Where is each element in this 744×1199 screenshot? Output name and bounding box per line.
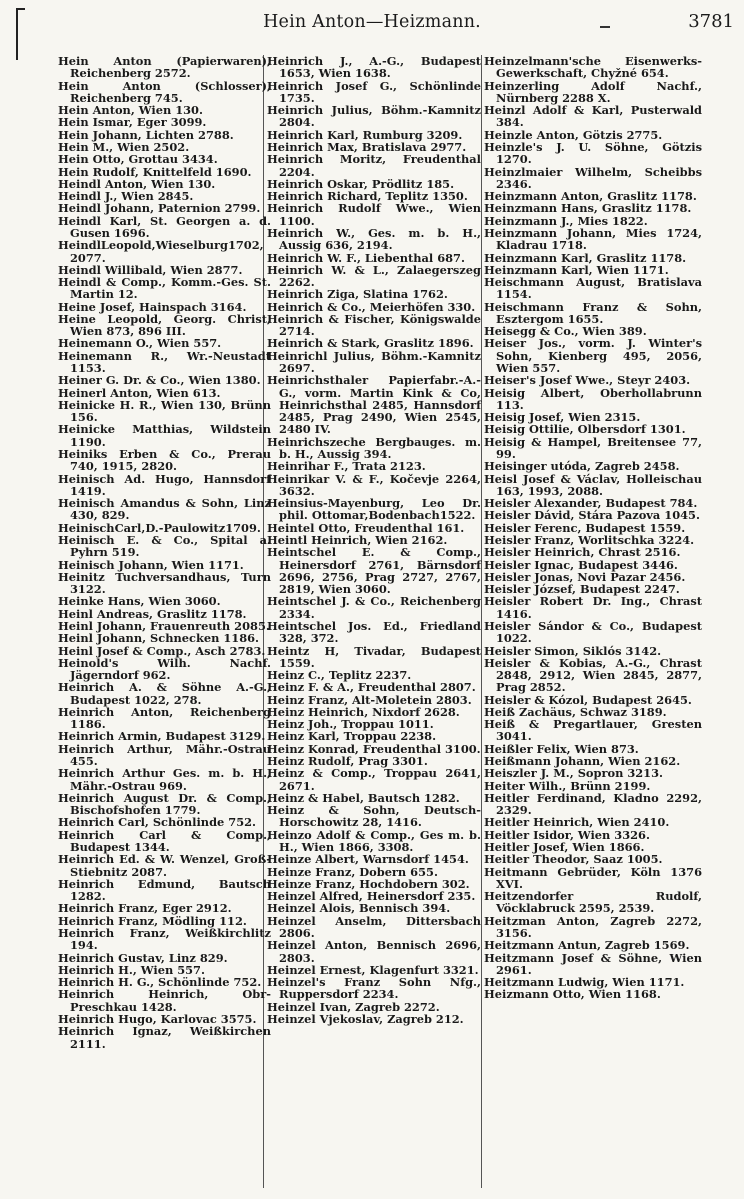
directory-entry: Heinzel Alois, Bennisch 394. bbox=[267, 901, 451, 916]
directory-entry: Heinz Konrad, Freudenthal 3100. bbox=[267, 741, 481, 756]
directory-entry: Heinitz Tuchversandhaus, Turn 3122. bbox=[58, 569, 271, 597]
directory-entry: Heinzmann Hans, Graslitz 1178. bbox=[484, 201, 692, 216]
directory-entry: Heinrich W. F., Liebenthal 687. bbox=[267, 250, 465, 265]
directory-entry: Heinz Franz, Alt-Moletein 2803. bbox=[267, 692, 472, 707]
directory-entry: Heinrich Moritz, Freudenthal 2204. bbox=[267, 152, 481, 179]
column-1 bbox=[58, 55, 271, 1190]
page-header bbox=[0, 8, 744, 40]
directory-entry: Heitzmann Antun, Zagreb 1569. bbox=[484, 938, 690, 953]
directory-entry: Heinicke Matthias, Wildstein 1190. bbox=[58, 422, 271, 449]
directory-entry: Heinzmann Karl, Graslitz 1178. bbox=[484, 250, 687, 265]
directory-entry: Heindl & Comp., Komm.-Ges. St. Martin 12. bbox=[58, 275, 271, 302]
directory-entry: Heinzlmaier Wilhelm, Scheibbs 2346. bbox=[484, 164, 702, 191]
directory-entry: Heisler Dávid, Stára Pazova 1045. bbox=[484, 508, 700, 523]
directory-entry: Heinrich Heinrich, Obr-Preschkau 1428. bbox=[58, 987, 271, 1014]
directory-entry: Heinzmann Karl, Wien 1171. bbox=[484, 262, 669, 277]
directory-entry: Heindl Willibald, Wien 2877. bbox=[58, 262, 243, 277]
directory-entry: Hein Ismar, Eger 3099. bbox=[58, 115, 207, 130]
directory-entry: Heinisch Johann, Wien 1171. bbox=[58, 557, 244, 572]
directory-entry: Heinrich Hugo, Karlovac 3575. bbox=[58, 1011, 257, 1026]
directory-entry: Heisler & Kobias, A.-G., Chrast 2848, 2912, Wien 2845, 2877, Prag 2852. bbox=[484, 655, 702, 695]
directory-entry: Heintel Otto, Freudenthal 161. bbox=[267, 520, 465, 535]
directory-entry: Heinrich W., Ges. m. b. H., Aussig 636, 2194. bbox=[267, 225, 481, 253]
directory-entry: Heitler Isidor, Wien 3326. bbox=[484, 827, 650, 842]
directory-entry: Heinzel's Franz Sohn Nfg., Ruppersdorf 2234. bbox=[267, 975, 481, 1002]
directory-entry: Heinzle Anton, Götzis 2775. bbox=[484, 127, 663, 142]
directory-entry: Heine Leopold, Georg. Christ, Wien 873, 896 III. bbox=[58, 311, 271, 339]
directory-entry: Heinl Johann, Schnecken 1186. bbox=[58, 631, 260, 646]
directory-entry: Heinz Joh., Troppau 1011. bbox=[267, 717, 434, 732]
directory-entry: Heinzel Ernest, Klagenfurt 3321. bbox=[267, 962, 479, 977]
directory-entry: Heiter Wilh., Brünn 2199. bbox=[484, 778, 651, 793]
directory-entry: Heinrich H., Wien 557. bbox=[58, 962, 205, 977]
directory-entry: Heinrichl Julius, Böhm.-Kamnitz 2697. bbox=[267, 348, 481, 376]
directory-entry: Hein Anton (Papierwaren), Reichenberg 2572. bbox=[58, 54, 271, 81]
directory-entry: Heinrihar F., Trata 2123. bbox=[267, 459, 426, 474]
directory-entry: Heinrich Ed. & W. Wenzel, Groß-Stiebnitz 2087. bbox=[58, 852, 271, 879]
directory-entry: Heizmann Otto, Wien 1168. bbox=[484, 987, 661, 1002]
directory-entry: Heinz Rudolf, Prag 3301. bbox=[267, 754, 428, 769]
directory-entry: Heinrich Carl & Comp., Budapest 1344. bbox=[58, 827, 271, 854]
directory-entry: Heinrich Edmund, Bautsch 1282. bbox=[58, 876, 271, 904]
directory-entry: Heinerl Anton, Wien 613. bbox=[58, 385, 221, 400]
page-number: 3781 bbox=[688, 11, 734, 32]
directory-entry: Heinzel Alfred, Heinersdorf 235. bbox=[267, 889, 476, 904]
directory-entry: Heinrich Richard, Teplitz 1350. bbox=[267, 189, 468, 204]
directory-entry: Heinsius-Mayenburg, Leo Dr. phil. Ottomar,Bodenbach1522. bbox=[267, 496, 481, 523]
directory-entry: Heinrich Gustav, Linz 829. bbox=[58, 950, 228, 965]
directory-entry: Heinrich Anton, Reichenberg 1186. bbox=[58, 704, 271, 732]
directory-entry: Heißmann Johann, Wien 2162. bbox=[484, 754, 681, 769]
directory-entry: Heintschel J. & Co., Reichenberg 2334. bbox=[267, 594, 481, 621]
directory-entry: Hein Anton, Wien 130. bbox=[58, 103, 203, 118]
directory-entry: Heinzl Adolf & Karl, Pusterwald 384. bbox=[484, 103, 702, 130]
directory-entry: Heinrich Ziga, Slatina 1762. bbox=[267, 287, 448, 302]
directory-entry: Heiser Jos., vorm. J. Winter's Sohn, Kienberg 495, 2056, Wien 557. bbox=[484, 336, 702, 376]
directory-entry: Heinrich W. & L., Zalaegerszeg 2262. bbox=[267, 262, 481, 290]
directory-entry: Heinrich Armin, Budapest 3129. bbox=[58, 729, 266, 744]
directory-entry: Heinrichsthaler Papierfabr.-A.-G., vorm. Martin Kink & Co, Heinrichsthal 2485, Hannsdorf 2485, Prag 2490, Wien 2545, 2480 IV. bbox=[267, 373, 481, 437]
directory-entry: Heinrich Ignaz, Weißkirchen 2111. bbox=[58, 1024, 271, 1051]
directory-entry: Heinrich Josef G., Schönlinde 1735. bbox=[267, 78, 481, 105]
directory-entry: Heitler Heinrich, Wien 2410. bbox=[484, 815, 670, 830]
page-title: Hein Anton—Heizmann. bbox=[263, 12, 481, 32]
directory-entry: Heinzo Adolf & Comp., Ges m. b. H., Wien 1866, 3308. bbox=[267, 827, 481, 854]
directory-entry: Heisler Jonas, Novi Pazar 2456. bbox=[484, 569, 686, 584]
directory-entry: Heinrich Karl, Rumburg 3209. bbox=[267, 127, 463, 142]
directory-entry: Heitzendorfer Rudolf, Vöcklabruck 2595, 2539. bbox=[484, 889, 702, 916]
header-dash bbox=[600, 26, 610, 28]
directory-entry: Heinl Johann, Frauenreuth 2085. bbox=[58, 618, 270, 633]
directory-entry: Heinz & Habel, Bautsch 1282. bbox=[267, 790, 460, 805]
directory-entry: Heinzerling Adolf Nachf., Nürnberg 2288 X. bbox=[484, 78, 702, 105]
directory-entry: Heinze Albert, Warnsdorf 1454. bbox=[267, 852, 469, 867]
directory-entry: Heitzmann Josef & Söhne, Wien 2961. bbox=[484, 950, 702, 977]
directory-entry: Heinold's Wilh. Nachf. Jägerndorf 962. bbox=[58, 655, 271, 683]
directory-entry: Heinz Karl, Troppau 2238. bbox=[267, 729, 437, 744]
directory-entry: Heitler Theodor, Saaz 1005. bbox=[484, 852, 663, 867]
directory-entry: Heitmann Gebrüder, Köln 1376 XVI. bbox=[484, 864, 702, 891]
directory-entry: Heinl Andreas, Graslitz 1178. bbox=[58, 606, 247, 621]
directory-entry: Heisig Josef, Wien 2315. bbox=[484, 410, 641, 425]
directory-entry: Heinrich H. G., Schönlinde 752. bbox=[58, 975, 262, 990]
directory-entry: Heinzel Anton, Bennisch 2696, 2803. bbox=[267, 938, 481, 965]
directory-entry: Heinzmann Anton, Graslitz 1178. bbox=[484, 189, 697, 204]
directory-entry: Heinrich August Dr. & Comp., Bischofshofen 1779. bbox=[58, 790, 271, 818]
directory-entry: Heisler Alexander, Budapest 784. bbox=[484, 496, 698, 511]
directory-entry: Hein Rudolf, Knittelfeld 1690. bbox=[58, 164, 252, 179]
directory-entry: Heisl Josef & Václav, Holleischau 163, 1993, 2088. bbox=[484, 471, 702, 498]
directory-entry: Heinzel Vjekoslav, Zagreb 212. bbox=[267, 1011, 464, 1026]
directory-entry: Heinisch E. & Co., Spital a. Pyhrn 519. bbox=[58, 532, 271, 560]
directory-entry: Heinrich Arthur Ges. m. b. H., Mähr.-Ostrau 969. bbox=[58, 766, 271, 793]
directory-entry: HeindlLeopold,Wieselburg1702, 2077. bbox=[58, 238, 264, 265]
directory-entry: Heinke Hans, Wien 3060. bbox=[58, 594, 221, 609]
directory-entry: Heiszler J. M., Sopron 3213. bbox=[484, 766, 664, 781]
directory-entry: Heisler Sándor & Co., Budapest 1022. bbox=[484, 618, 702, 646]
directory-entry: Heisler Ferenc, Budapest 1559. bbox=[484, 520, 686, 535]
directory-entry: Hein Johann, Lichten 2788. bbox=[58, 127, 234, 142]
directory-entry: Heinemann O., Wien 557. bbox=[58, 336, 222, 351]
directory-entry: HeinischCarl,D.-Paulowitz1709. bbox=[58, 520, 261, 535]
directory-entry: Heinrich A. & Söhne A.-G., Budapest 1022, 278. bbox=[58, 680, 271, 707]
directory-entry: Heisler & Kózol, Budapest 2645. bbox=[484, 692, 692, 707]
directory-entry: Heisegg & Co., Wien 389. bbox=[484, 324, 647, 339]
directory-entry: Heinrich & Fischer, Königswalde 2714. bbox=[267, 311, 481, 339]
directory-entry: Heine Josef, Hainspach 3164. bbox=[58, 299, 247, 314]
directory-entry: Heischmann August, Bratislava 1154. bbox=[484, 275, 702, 302]
directory-entry: Heisig Albert, Oberhollabrunn 113. bbox=[484, 385, 702, 412]
directory-entry: Heinzmann J., Mies 1822. bbox=[484, 213, 648, 228]
column-2 bbox=[267, 55, 481, 1190]
directory-entry: Heinze Franz, Dobern 655. bbox=[267, 864, 438, 879]
directory-entry: Heisler Ignac, Budapest 3446. bbox=[484, 557, 678, 572]
directory-entry: Heitzmann Ludwig, Wien 1171. bbox=[484, 975, 685, 990]
directory-columns bbox=[58, 55, 738, 1190]
directory-entry: Heinrich Franz, Mödling 112. bbox=[58, 913, 247, 928]
directory-entry: Heinrich Oskar, Prödlitz 185. bbox=[267, 176, 455, 191]
directory-entry: Heitler Ferdinand, Kladno 2292, 2329. bbox=[484, 790, 702, 818]
directory-entry: Heindl Johann, Paternion 2799. bbox=[58, 201, 261, 216]
directory-entry: Heisler Heinrich, Chrast 2516. bbox=[484, 545, 681, 560]
directory-entry: Hein Otto, Grottau 3434. bbox=[58, 152, 218, 167]
directory-entry: Heiß & Pregartlauer, Gresten 3041. bbox=[484, 717, 702, 744]
directory-entry: Heinrich Julius, Böhm.-Kamnitz 2804. bbox=[267, 103, 481, 130]
directory-entry: Heinisch Ad. Hugo, Hannsdorf 1419. bbox=[58, 471, 271, 498]
directory-entry: Heintschel E. & Comp., Heinersdorf 2761, Bärnsdorf 2696, 2756, Prag 2727, 2767, 2819, Wien 3060. bbox=[267, 545, 481, 597]
directory-entry: Heinrichszeche Bergbauges. m. b. H., Aussig 394. bbox=[267, 434, 481, 461]
directory-entry: Heischmann Franz & Sohn, Esztergom 1655. bbox=[484, 299, 702, 326]
directory-entry: Heitler Josef, Wien 1866. bbox=[484, 840, 645, 854]
directory-entry: Heisig Ottilie, Olbersdorf 1301. bbox=[484, 422, 686, 437]
directory-entry: Heinzel Anselm, Dittersbach 2806. bbox=[267, 913, 481, 940]
directory-entry: Heisler József, Budapest 2247. bbox=[484, 582, 680, 597]
directory-entry: Heisler Franz, Worlitschka 3224. bbox=[484, 532, 695, 547]
directory-entry: Heisig & Hampel, Breitensee 77, 99. bbox=[484, 434, 702, 461]
directory-entry: Heinz & Comp., Troppau 2641, 2671. bbox=[267, 766, 481, 793]
directory-entry: Hein Anton (Schlosser), Reichenberg 745. bbox=[58, 78, 271, 105]
directory-entry: Heintl Heinrich, Wien 2162. bbox=[267, 532, 448, 547]
directory-entry: Heinrich J., A.-G., Budapest 1653, Wien 1638. bbox=[267, 54, 481, 81]
directory-entry: Heindl J., Wien 2845. bbox=[58, 189, 194, 204]
directory-entry: Heinicke H. R., Wien 130, Brünn 156. bbox=[58, 397, 271, 425]
directory-entry: Heinz C., Teplitz 2237. bbox=[267, 668, 412, 683]
directory-entry: Heinrich & Co., Meierhöfen 330. bbox=[267, 299, 476, 314]
directory-entry: Heintschel Jos. Ed., Friedland 328, 372. bbox=[267, 618, 481, 646]
directory-entry: Heinzle's J. U. Söhne, Götzis 1270. bbox=[484, 139, 702, 167]
directory-entry: Heinze Franz, Hochdobern 302. bbox=[267, 876, 470, 891]
directory-entry: Heinzmann Johann, Mies 1724, Kladrau 1718. bbox=[484, 225, 702, 253]
directory-entry: Heindl Anton, Wien 130. bbox=[58, 176, 216, 191]
directory-entry: Heinl Josef & Comp., Asch 2783. bbox=[58, 643, 266, 658]
directory-entry: Heisler Simon, Siklós 3142. bbox=[484, 643, 662, 658]
directory-entry: Heinisch Amandus & Sohn, Linz 430, 829. bbox=[58, 496, 271, 523]
directory-entry: Heitzman Anton, Zagreb 2272, 3156. bbox=[484, 913, 702, 940]
directory-entry: Heinrich Franz, Weißkirchlitz 194. bbox=[58, 925, 271, 953]
directory-entry: Heiß Zachäus, Schwaz 3189. bbox=[484, 704, 667, 719]
directory-entry: Heinzel Ivan, Zagreb 2272. bbox=[267, 999, 440, 1014]
directory-entry: Heinzelmann'sche Eisenwerks-Gewerkschaft, Chyžné 654. bbox=[484, 54, 702, 81]
column-3 bbox=[484, 55, 702, 1190]
directory-entry: Heisler Robert Dr. Ing., Chrast 1416. bbox=[484, 594, 702, 621]
directory-entry: Heinrich Arthur, Mähr.-Ostrau 455. bbox=[58, 741, 271, 769]
directory-entry: Heinz Heinrich, Nixdorf 2628. bbox=[267, 704, 460, 719]
directory-entry: Heindl Karl, St. Georgen a. d. Gusen 1696. bbox=[58, 213, 271, 240]
directory-entry: Heisinger utóda, Zagreb 2458. bbox=[484, 459, 680, 474]
directory-entry: Heißler Felix, Wien 873. bbox=[484, 741, 639, 756]
directory-entry: Heinemann R., Wr.-Neustadt 1153. bbox=[58, 348, 271, 376]
directory-entry: Heinrikar V. & F., Kočevje 2264, 3632. bbox=[267, 471, 481, 498]
directory-entry: Heinrich Franz, Eger 2912. bbox=[58, 901, 232, 916]
directory-entry: Heiner G. Dr. & Co., Wien 1380. bbox=[58, 373, 261, 388]
directory-entry: Heinrich Carl, Schönlinde 752. bbox=[58, 815, 257, 830]
directory-entry: Heiniks Erben & Co., Prerau 740, 1915, 2820. bbox=[58, 447, 271, 474]
directory-entry: Heinrich & Stark, Graslitz 1896. bbox=[267, 336, 474, 351]
directory-entry: Heinz & Sohn, Deutsch-Horschowitz 28, 1416. bbox=[267, 803, 481, 830]
directory-entry: Hein M., Wien 2502. bbox=[58, 139, 190, 154]
directory-entry: Heiser's Josef Wwe., Steyr 2403. bbox=[484, 373, 691, 388]
directory-entry: Heinz F. & A., Freudenthal 2807. bbox=[267, 680, 476, 695]
directory-entry: Heintz H, Tivadar, Budapest 1559. bbox=[267, 643, 481, 670]
directory-entry: Heinrich Rudolf Wwe., Wien 1100. bbox=[267, 201, 481, 228]
directory-entry: Heinrich Max, Bratislava 2977. bbox=[267, 139, 467, 154]
